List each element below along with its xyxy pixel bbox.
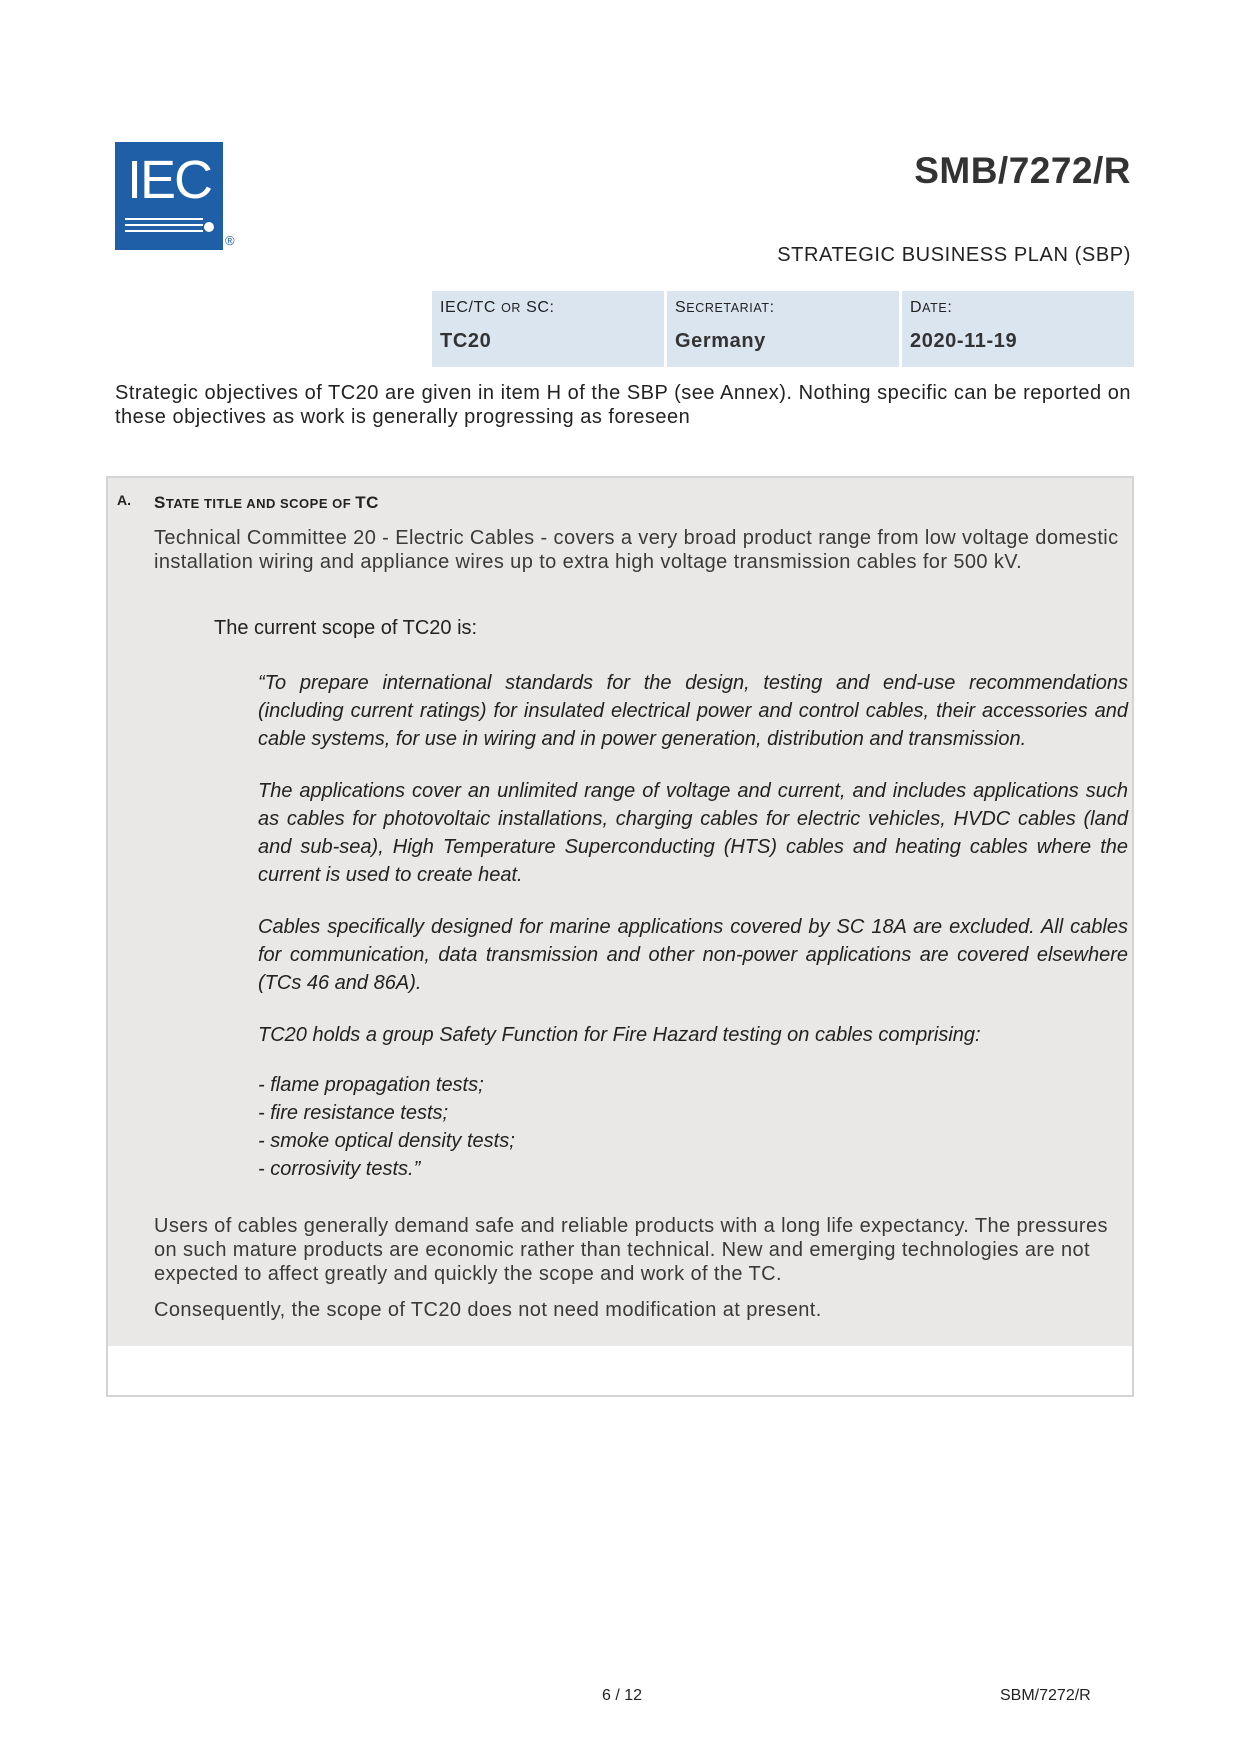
document-reference: SMB/7272/R — [914, 150, 1131, 191]
logo-lines-icon — [125, 216, 215, 240]
description-paragraph: Technical Committee 20 - Electric Cables - covers a very broad product range from low voltage domestic installation wiring and appliance wires up to extra high voltage transmission cables for 500 kV. — [154, 527, 1119, 573]
scope-quote-2: The applications cover an unlimited range of voltage and current, and includes applications such as cables for photovoltaic installations, charging cables for electric vehicles, HVDC cables (land and sub-sea), High Temperature Superconducting (HTS) cables and heating cables where the current is used to create heat. — [258, 780, 1128, 886]
committee-value: TC20 — [440, 330, 492, 352]
users-paragraph: Users of cables generally demand safe and reliable products with a long life expectancy. The pressures on such mature products are economic rather than technical. New and emerging technologies are not expected to affect greatly and quickly the scope and work of the TC. — [154, 1215, 1108, 1285]
date-value: 2020-11-19 — [910, 330, 1018, 352]
footer-reference: SBM/7272/R — [1000, 1687, 1091, 1704]
list-item: - fire resistance tests; — [258, 1102, 449, 1124]
scope-quote-3: Cables specifically designed for marine applications covered by SC 18A are excluded. All cables for communication, data transmission and other non-power applications are covered elsewhere (TCs 46 and 86A). — [258, 916, 1128, 994]
logo-text: IEC — [126, 150, 212, 210]
page-number: 6 / 12 — [602, 1687, 643, 1704]
list-item: - corrosivity tests.” — [258, 1158, 421, 1180]
list-item: - flame propagation tests; — [258, 1074, 484, 1096]
secretariat-label: SECRETARIAT: — [675, 299, 775, 316]
date-cell — [902, 291, 1134, 367]
section-letter: A. — [117, 492, 131, 508]
committee-label: IEC/TC OR SC: — [440, 299, 555, 316]
conclusion-paragraph: Consequently, the scope of TC20 does not need modification at present. — [154, 1299, 822, 1321]
iec-logo — [115, 142, 223, 250]
meta-table — [432, 291, 1134, 367]
scope-lead: The current scope of TC20 is: — [214, 617, 478, 639]
scope-quote-1: “To prepare international standards for the design, testing and end-use recommendations (including current ratings) for insulated electrical power and control cables, their accessories and cable systems, for use in wiring and in power generation, distribution and transmission. — [258, 672, 1128, 750]
section-a-box — [106, 476, 1134, 1397]
section-title: STATE TITLE AND SCOPE OF TC — [154, 493, 379, 512]
registered-mark: ® — [225, 233, 235, 248]
intro-paragraph: Strategic objectives of TC20 are given in item H of the SBP (see Annex). Nothing specific can be reported on these objectives as work is generally progressing as foreseen — [115, 382, 1131, 428]
list-item: - smoke optical density tests; — [258, 1130, 515, 1152]
document-type: STRATEGIC BUSINESS PLAN (SBP) — [777, 244, 1131, 266]
tests-list — [258, 1071, 515, 1183]
scope-quote-4: TC20 holds a group Safety Function for Fire Hazard testing on cables comprising: — [258, 1024, 981, 1046]
secretariat-value: Germany — [675, 330, 766, 352]
date-label: DATE: — [910, 299, 953, 316]
secretariat-cell — [667, 291, 899, 367]
committee-cell — [432, 291, 664, 367]
section-a-content — [108, 478, 1132, 1346]
